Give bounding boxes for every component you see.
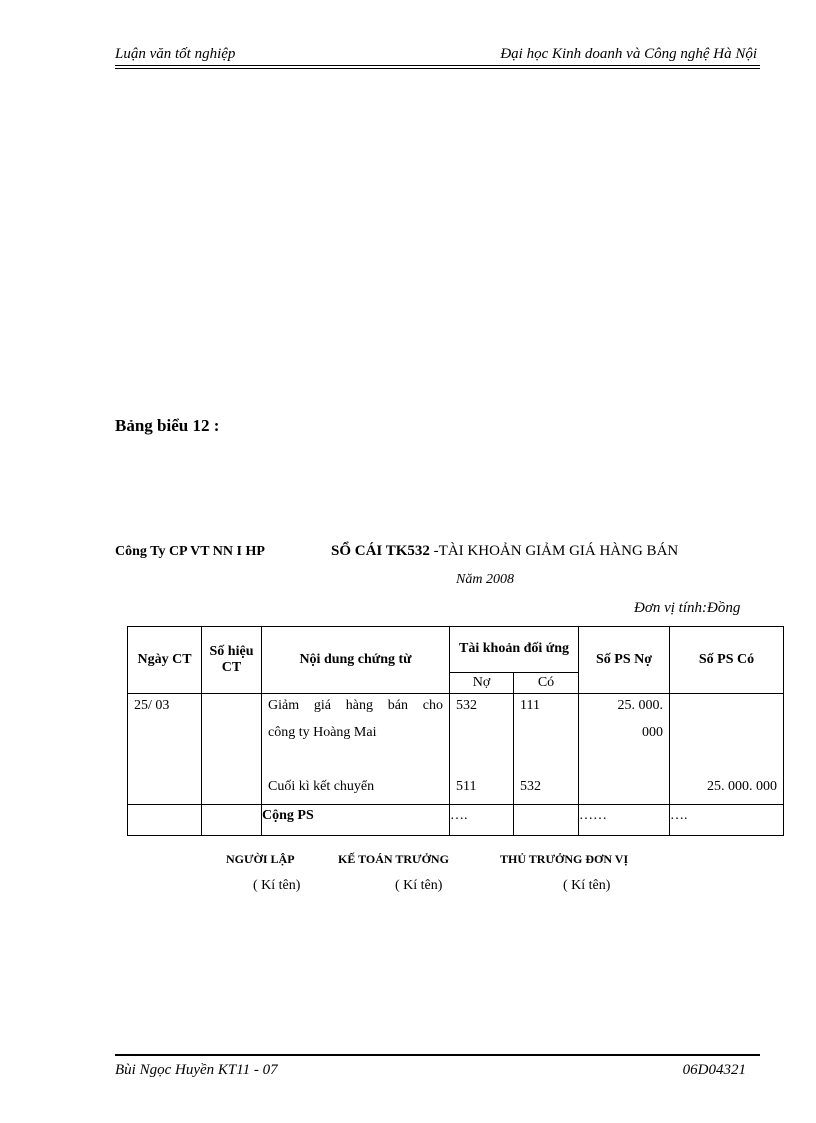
- th-date: Ngày CT: [128, 627, 202, 694]
- ledger-title-account: SỔ CÁI TK532: [331, 543, 430, 559]
- signature-chief-accountant: KẾ TOÁN TRƯỞNG: [338, 852, 449, 866]
- header-rule-double: [115, 68, 760, 69]
- cell-credit-account: 532: [520, 779, 541, 794]
- page-header: [115, 46, 760, 68]
- ledger-year: Năm 2008: [456, 572, 514, 587]
- header-right-text: Đại học Kinh doanh và Công nghệ Hà Nội: [500, 46, 757, 62]
- table-row: [128, 694, 784, 805]
- total-row: [128, 805, 784, 836]
- th-counter-account: Tài khoản đối ứng: [450, 627, 579, 673]
- cell-description: Giảm giá hàng bán cho: [268, 698, 443, 713]
- signature-director: THỦ TRƯỞNG ĐƠN VỊ: [500, 852, 629, 866]
- footer-rule: [115, 1054, 760, 1056]
- total-debit-amount: ……: [579, 805, 670, 836]
- signature-director-note: ( Kí tên): [563, 878, 611, 893]
- header-row: [128, 627, 784, 673]
- th-debit-ps: Số PS Nợ: [579, 627, 670, 694]
- total-credit-account: [514, 805, 579, 836]
- cell-debit-amount: 25. 000.: [617, 698, 664, 713]
- cell-credit-amount: 25. 000. 000: [707, 779, 778, 794]
- signature-preparer: NGƯỜI LẬP: [226, 852, 295, 866]
- signature-chief-accountant-note: ( Kí tên): [395, 878, 443, 893]
- cell-credit-amount: [670, 694, 783, 721]
- ledger-title-name: -TÀI KHOẢN GIẢM GIÁ HÀNG BÁN: [429, 543, 679, 559]
- total-label: Cộng PS: [262, 805, 450, 836]
- total-debit-account: ….: [450, 805, 514, 836]
- cell-date: 25/ 03: [134, 698, 170, 713]
- cell-spacer: [262, 748, 449, 775]
- th-debit-sub: Nợ: [450, 672, 514, 693]
- th-credit-sub: Có: [514, 672, 579, 693]
- ledger-table: [127, 626, 784, 836]
- cell-debit-amount: [579, 775, 669, 802]
- th-credit-ps: Số PS Có: [670, 627, 784, 694]
- cell-doc-no: [202, 694, 261, 721]
- total-credit-amount: ….: [670, 805, 784, 836]
- footer-author: Bùi Ngọc Huyền KT11 - 07: [115, 1062, 278, 1078]
- header-left-text: Luận văn tốt nghiệp: [115, 46, 236, 62]
- cell-debit-amount-cont: 000: [642, 725, 664, 740]
- ledger-title: [331, 543, 678, 560]
- cell-debit-account: 532: [456, 698, 477, 713]
- th-description: Nội dung chứng từ: [262, 627, 450, 694]
- header-rule: [115, 65, 760, 66]
- footer-student-id: 06D04321: [682, 1062, 746, 1078]
- cell-credit-account: 111: [520, 698, 540, 713]
- table-caption: Bảng biểu 12 :: [115, 416, 220, 435]
- company-name: Công Ty CP VT NN I HP: [115, 544, 265, 559]
- th-doc-no: Số hiệu CT: [202, 627, 262, 694]
- signature-preparer-note: ( Kí tên): [253, 878, 301, 893]
- currency-unit: Đơn vị tính:Đồng: [634, 600, 741, 616]
- cell-debit-account: 511: [456, 779, 477, 794]
- cell-description-cont: công ty Hoàng Mai: [268, 725, 377, 740]
- cell-description: Cuối kì kết chuyển: [268, 779, 375, 794]
